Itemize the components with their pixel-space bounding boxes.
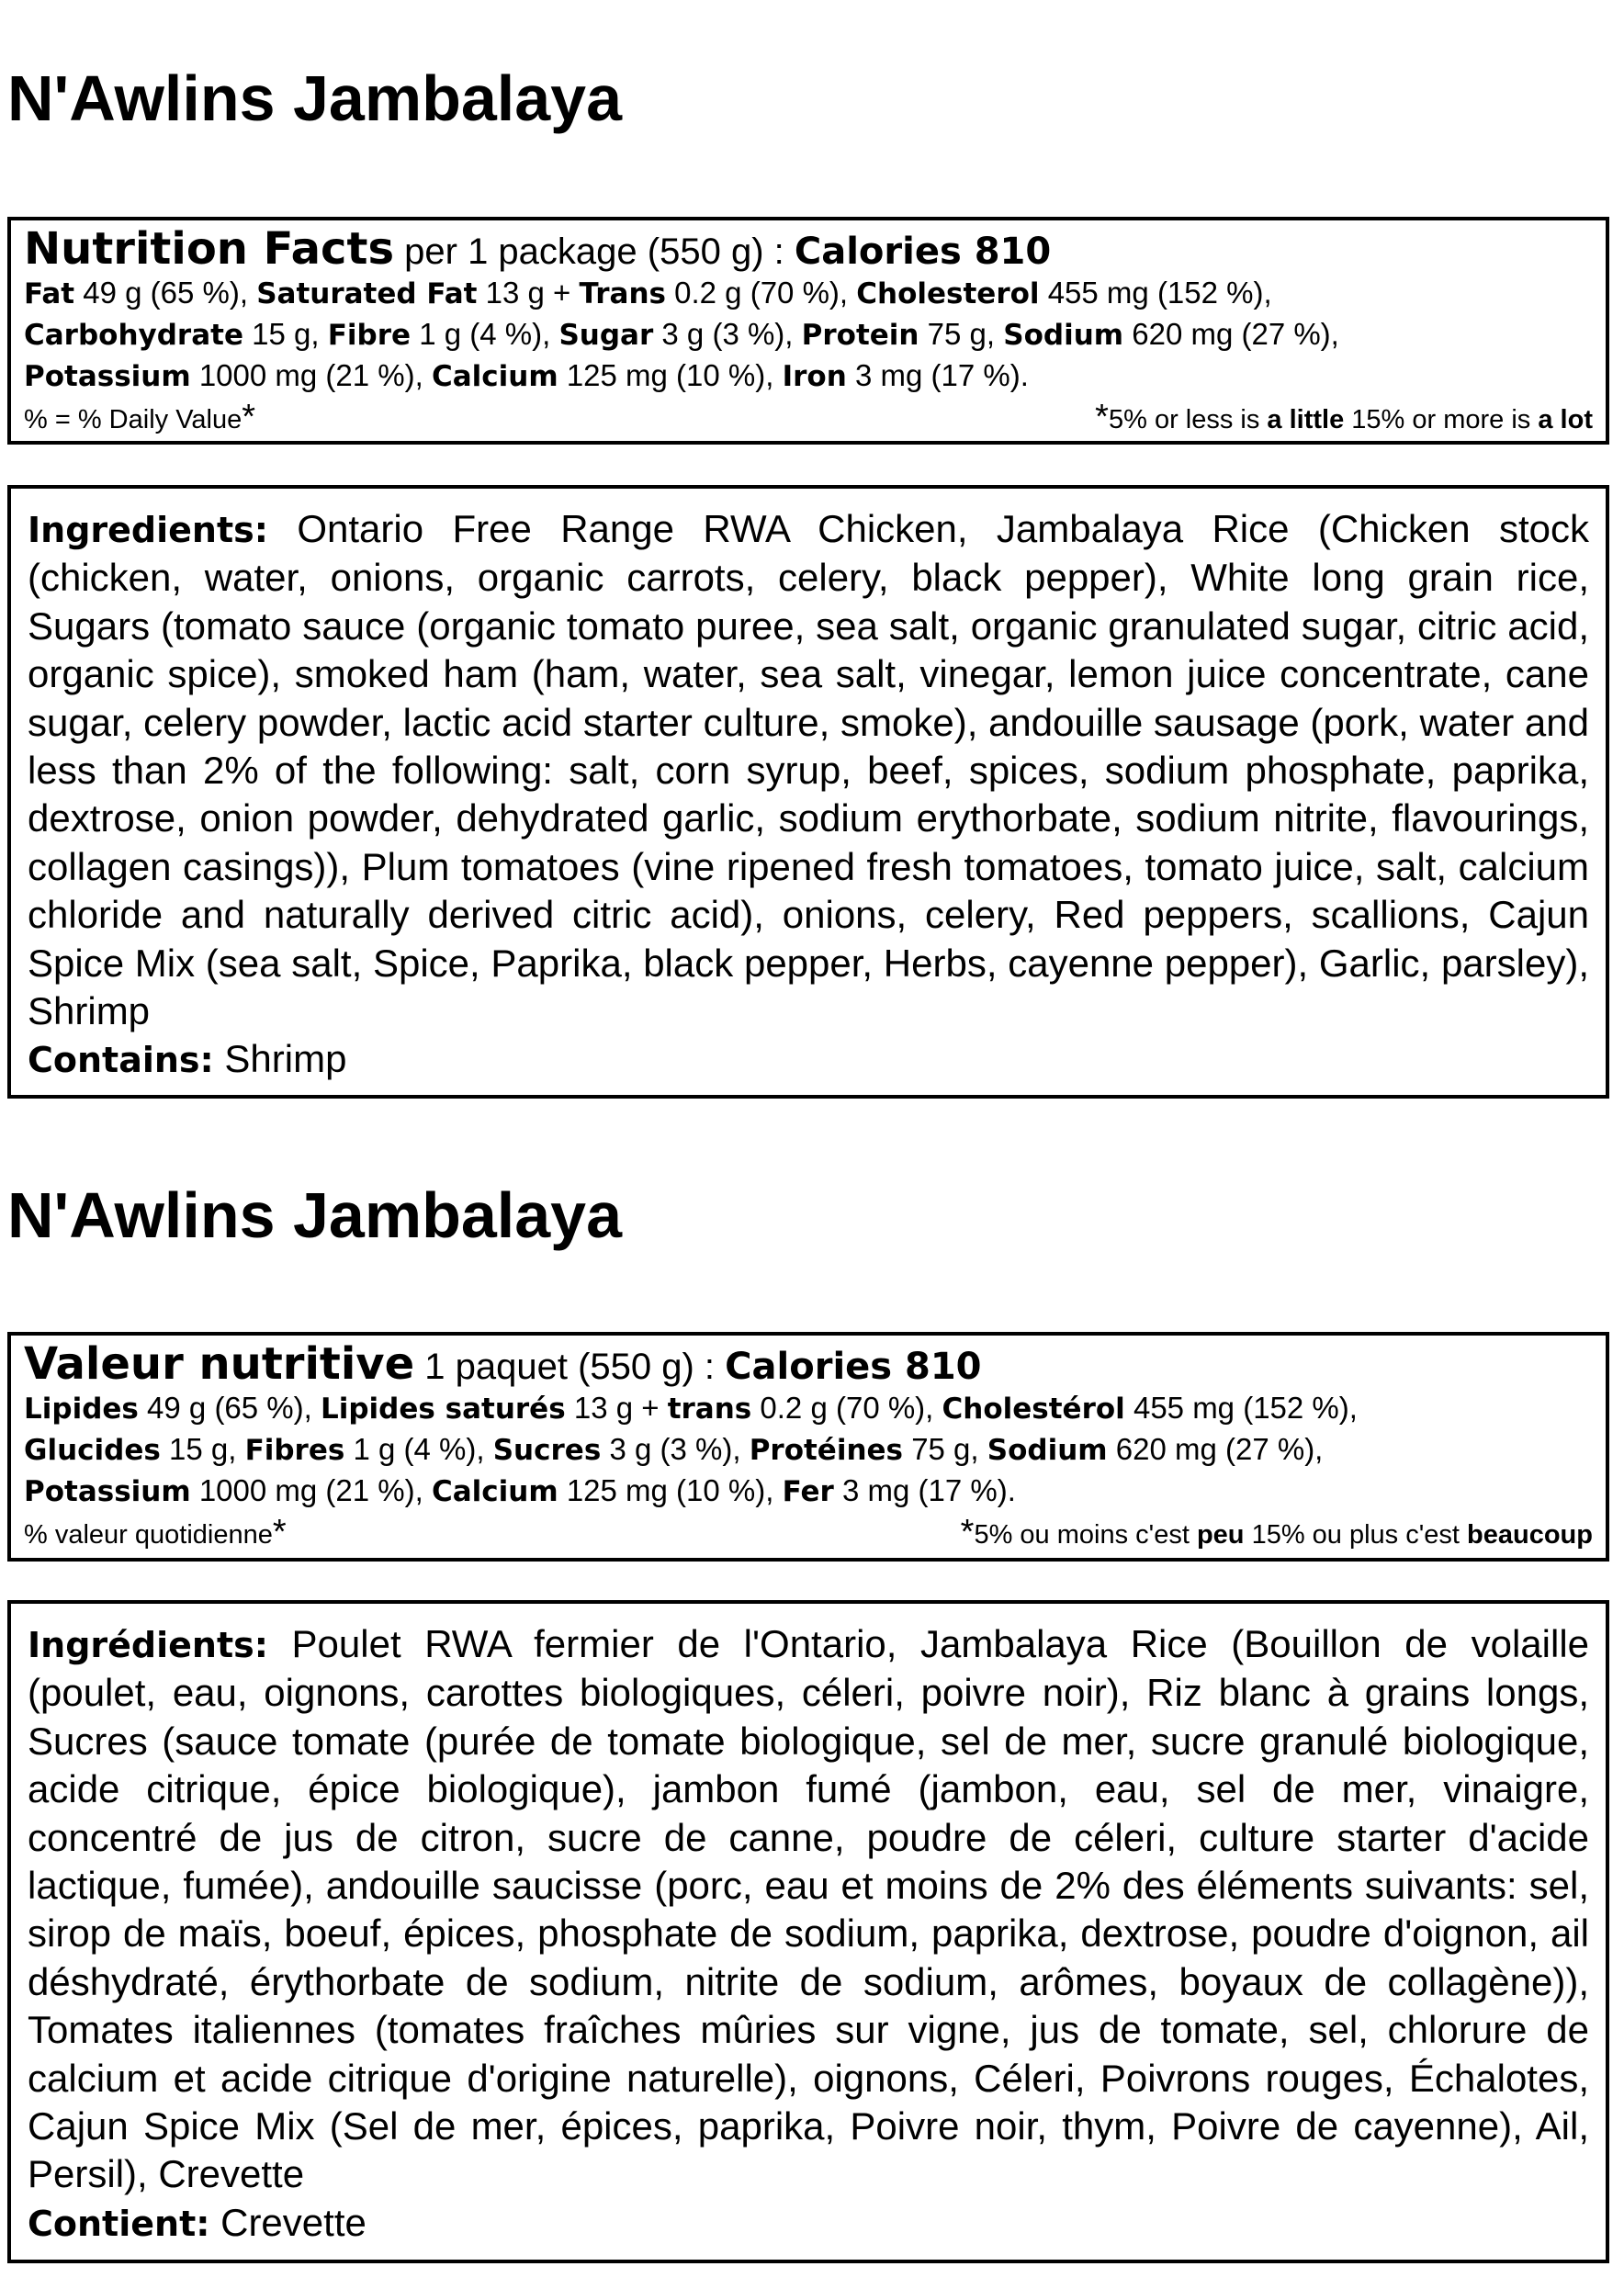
saturated-fat-label: Saturated Fat bbox=[256, 277, 478, 310]
product-title-fr: N'Awlins Jambalaya bbox=[7, 1179, 622, 1251]
contains-label: Contient: bbox=[28, 2203, 210, 2244]
fat-value: 49 g (65 %), bbox=[147, 1391, 312, 1425]
contains-value: Crevette bbox=[220, 2200, 367, 2244]
ingredients-label: Ingrédients: bbox=[28, 1625, 268, 1665]
fat-label: Lipides bbox=[24, 1393, 139, 1426]
potassium-value: 1000 mg (21 %), bbox=[198, 1473, 423, 1507]
ingredients-text: Poulet RWA fermier de l'Ontario, Jambalaya Rice (Bouillon de volaille (poulet, eau, oignons, carottes biologiques, céleri, poivre noir), Riz blanc à grains longs, Sucres (sauce tomate (purée de tomate biologique, sel de mer, sucre granulé biologique, acide citrique, épice biologique), jambon fumé (jambon, eau, sel de mer, vinaigre, concentré de jus de citron, sucre de canne, poudre de céleri, culture starter d'acide lactique, fumée), andouille saucisse (porc, eau et moins de 2% des éléments suivants: sel, sirop de maïs, boeuf, épices, phosphate de sodium, paprika, dextrose, poudre d'oignon, ail déshydraté, érythorbate de sodium, nitrite de sodium, arômes, boyaux de collagène)), Tomates italiennes (tomates fraîches mûries sur vigne, jus de tomate, sel, chlorure de calcium et acide citrique d'origine naturelle), oignons, Céleri, Poivrons rouges, Échalotes, Cajun Spice Mix (Sel de mer, épices, paprika, Poivre noir, thym, Poivre de cayenne), Ail, Persil), Crevette bbox=[28, 1622, 1590, 2196]
iron-label: Fer bbox=[782, 1475, 834, 1508]
scale-low-word: peu bbox=[1196, 1520, 1245, 1550]
sodium-label: Sodium bbox=[987, 1434, 1108, 1467]
fibre-value: 1 g (4 %), bbox=[353, 1432, 485, 1466]
cholesterol-label: Cholestérol bbox=[942, 1393, 1125, 1426]
nutrient-line-2 bbox=[24, 1429, 1593, 1471]
ingredients-panel-fr bbox=[7, 1600, 1609, 2263]
product-title-en: N'Awlins Jambalaya bbox=[7, 62, 622, 134]
calcium-label: Calcium bbox=[431, 360, 558, 393]
asterisk: * bbox=[242, 398, 256, 436]
sugar-value: 3 g (3 %), bbox=[661, 317, 794, 351]
asterisk: * bbox=[1095, 398, 1109, 436]
sodium-value: 620 mg (27 %), bbox=[1132, 317, 1339, 351]
scale-low-word: a little bbox=[1267, 405, 1345, 434]
carbohydrate-label: Carbohydrate bbox=[24, 319, 243, 352]
ingredients-text: Ontario Free Range RWA Chicken, Jambalaya Rice (Chicken stock (chicken, water, onions, organic carrots, celery, black pepper), White long grain rice, Sugars (tomato sauce (organic tomato puree, sea salt, organic granulated sugar, citric acid, organic spice), smoked ham (ham, water, sea salt, vinegar, lemon juice concentrate, cane sugar, celery powder, lactic acid starter culture, smoke), andouille sausage (pork, water and less than 2% of the following: salt, corn syrup, beef, spices, sodium phosphate, paprika, dextrose, onion powder, dehydrated garlic, sodium erythorbate, sodium nitrite, flavourings, collagen casings)), Plum tomatoes (vine ripened fresh tomatoes, tomato juice, salt, calcium chloride and naturally derived citric acid), onions, celery, Red peppers, scallions, Cajun Spice Mix (sea salt, Spice, Paprika, black pepper, Herbs, cayenne pepper), Garlic, parsley), Shrimp bbox=[28, 507, 1590, 1033]
nutrition-heading-line-en bbox=[24, 223, 1593, 275]
contains-value: Shrimp bbox=[224, 1037, 347, 1081]
potassium-label: Potassium bbox=[24, 360, 191, 393]
trans-fat-value: 0.2 g (70 %), bbox=[674, 276, 849, 310]
allergen-line-fr bbox=[28, 2199, 1589, 2248]
fibre-label: Fibres bbox=[244, 1434, 345, 1467]
asterisk: * bbox=[272, 1513, 287, 1551]
asterisk: * bbox=[960, 1513, 975, 1551]
scale-low-text: 5% ou moins c'est bbox=[974, 1520, 1190, 1550]
cholesterol-value: 455 mg (152 %), bbox=[1133, 1391, 1358, 1425]
carbohydrate-value: 15 g, bbox=[168, 1432, 237, 1466]
scale-high-word: beaucoup bbox=[1467, 1520, 1593, 1550]
fat-value: 49 g (65 %), bbox=[83, 276, 249, 310]
trans-fat-value: 0.2 g (70 %), bbox=[760, 1391, 934, 1425]
sugar-value: 3 g (3 %), bbox=[609, 1432, 741, 1466]
ingredients-paragraph-fr bbox=[28, 1620, 1589, 2199]
saturated-fat-value: 13 g + bbox=[573, 1391, 660, 1425]
daily-value-scale bbox=[961, 1512, 1593, 1555]
daily-value-legend-fr bbox=[24, 1512, 1593, 1555]
calories: Calories 810 bbox=[725, 1346, 982, 1388]
ingredients-label: Ingredients: bbox=[28, 510, 268, 550]
calcium-value: 125 mg (10 %), bbox=[566, 1473, 774, 1507]
potassium-value: 1000 mg (21 %), bbox=[198, 358, 423, 392]
fibre-label: Fibre bbox=[327, 319, 412, 352]
nutrition-facts-panel-fr bbox=[7, 1332, 1609, 1562]
trans-fat-label: trans bbox=[667, 1393, 752, 1426]
saturated-fat-label: Lipides saturés bbox=[320, 1393, 566, 1426]
scale-low-text: 5% or less is bbox=[1108, 405, 1260, 434]
daily-value-scale bbox=[1095, 397, 1593, 440]
sodium-value: 620 mg (27 %), bbox=[1115, 1432, 1324, 1466]
scale-high-text: 15% ou plus c'est bbox=[1251, 1520, 1460, 1550]
nutrition-heading: Nutrition Facts bbox=[24, 223, 395, 275]
fibre-value: 1 g (4 %), bbox=[419, 317, 551, 351]
protein-label: Protéines bbox=[749, 1434, 904, 1467]
iron-label: Iron bbox=[782, 360, 847, 393]
scale-high-text: 15% or more is bbox=[1351, 405, 1531, 434]
calcium-value: 125 mg (10 %), bbox=[566, 358, 774, 392]
iron-value: 3 mg (17 %). bbox=[854, 358, 1029, 392]
carbohydrate-value: 15 g, bbox=[252, 317, 320, 351]
trans-fat-label: Trans bbox=[579, 277, 666, 310]
daily-value-text: % valeur quotidienne bbox=[24, 1520, 273, 1550]
nutrition-facts-panel-en bbox=[7, 217, 1609, 445]
nutrient-line-3 bbox=[24, 1471, 1593, 1512]
nutrient-line-2 bbox=[24, 314, 1593, 355]
daily-value-note bbox=[24, 1512, 287, 1555]
nutrition-heading-line-fr bbox=[24, 1338, 1593, 1390]
calories: Calories 810 bbox=[794, 231, 1052, 273]
scale-high-word: a lot bbox=[1538, 405, 1593, 434]
nutrient-line-1 bbox=[24, 1388, 1593, 1429]
daily-value-text: % = % Daily Value bbox=[24, 405, 242, 434]
sodium-label: Sodium bbox=[1003, 319, 1124, 352]
iron-value: 3 mg (17 %). bbox=[842, 1473, 1016, 1507]
carbohydrate-label: Glucides bbox=[24, 1434, 161, 1467]
protein-value: 75 g, bbox=[927, 317, 996, 351]
cholesterol-value: 455 mg (152 %), bbox=[1047, 276, 1272, 310]
daily-value-legend-en bbox=[24, 397, 1593, 440]
nutrition-heading: Valeur nutritive bbox=[24, 1338, 415, 1390]
serving-size: 1 paquet (550 g) : bbox=[424, 1347, 716, 1387]
ingredients-panel-en bbox=[7, 485, 1609, 1099]
sugar-label: Sugar bbox=[558, 319, 654, 352]
sugar-label: Sucres bbox=[492, 1434, 602, 1467]
fat-label: Fat bbox=[24, 277, 75, 310]
protein-value: 75 g, bbox=[911, 1432, 979, 1466]
allergen-line-en bbox=[28, 1035, 1589, 1084]
nutrient-line-3 bbox=[24, 355, 1593, 397]
nutrient-line-1 bbox=[24, 273, 1593, 314]
saturated-fat-value: 13 g + bbox=[485, 276, 571, 310]
potassium-label: Potassium bbox=[24, 1475, 191, 1508]
ingredients-paragraph-en bbox=[28, 505, 1589, 1035]
daily-value-note bbox=[24, 397, 255, 440]
calcium-label: Calcium bbox=[431, 1475, 558, 1508]
cholesterol-label: Cholesterol bbox=[856, 277, 1040, 310]
serving-size: per 1 package (550 g) : bbox=[404, 231, 784, 272]
contains-label: Contains: bbox=[28, 1040, 214, 1081]
protein-label: Protein bbox=[801, 319, 919, 352]
